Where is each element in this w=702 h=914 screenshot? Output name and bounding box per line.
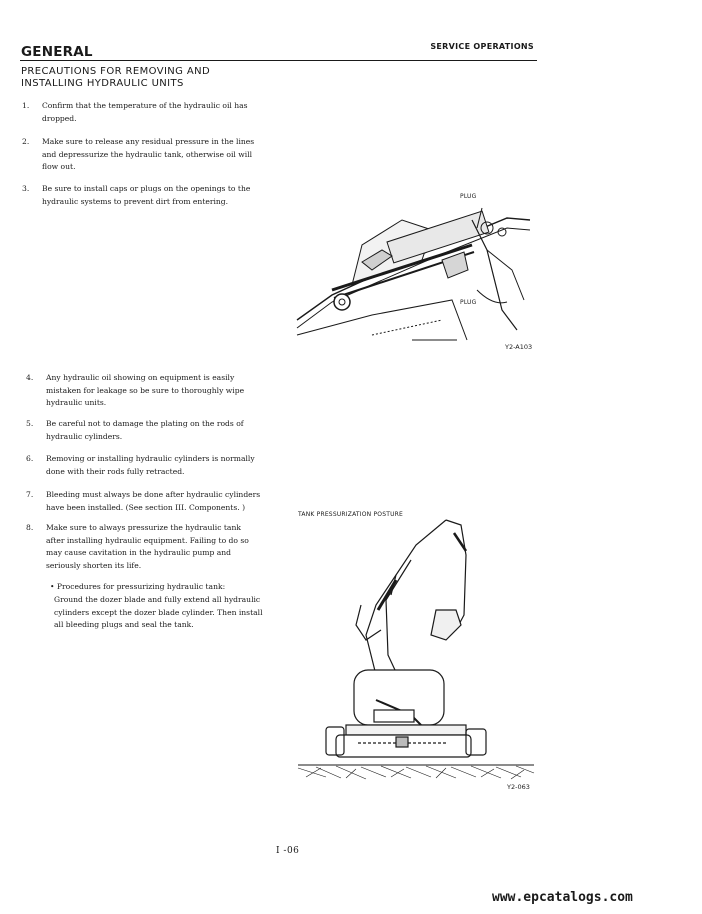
section-header: GENERAL <box>21 44 93 60</box>
item-number: 7. <box>26 490 34 499</box>
item-text: Any hydraulic oil showing on equipment is easily mistaken for leakage so be sure to thoroughly wipe hydraulic units. <box>46 373 245 408</box>
item-number: 6. <box>26 454 34 463</box>
figure-caption: TANK PRESSURIZATION POSTURE <box>298 511 404 518</box>
figure-code: Y2-063 <box>507 783 530 791</box>
section-title: PRECAUTIONS FOR REMOVING AND INSTALLING HYDRAULIC UNITS <box>21 66 211 89</box>
item-number: 4. <box>26 373 34 382</box>
item-number: 1. <box>22 101 30 110</box>
item-number: 5. <box>26 419 34 428</box>
item-text: Be careful not to damage the plating on the rods of hydraulic cylinders. <box>46 419 244 441</box>
excavator-illustration <box>296 515 536 790</box>
figure-plug-locations <box>292 190 542 355</box>
figure-code: Y2-A103 <box>505 343 533 351</box>
header-rule <box>20 60 537 61</box>
plug-label-bottom: PLUG <box>460 299 477 306</box>
page-number: I -06 <box>276 846 300 856</box>
item-text: Make sure to always pressurize the hydraulic tank after installing hydraulic equipment. Failing to do so may cause cavitation in the hydraulic pump and seriously shorten its life. <box>46 523 249 570</box>
item-number: 3. <box>22 184 30 193</box>
item-text: Bleeding must always be done after hydraulic cylinders have been installed. (See section III. Components. ) <box>46 490 261 512</box>
cylinder-illustration <box>292 190 542 355</box>
item-number: 8. <box>26 523 34 532</box>
subitem-text: Ground the dozer blade and fully extend all hydraulic cylinders except the dozer blade cylinder. Then install all bleeding plugs and seal the tank. <box>54 595 263 630</box>
item-text: Confirm that the temperature of the hydraulic oil has dropped. <box>42 101 248 123</box>
running-head: SERVICE OPERATIONS <box>430 42 534 51</box>
item-text: Be sure to install caps or plugs on the openings to the hydraulic systems to prevent dirt from entering. <box>42 184 251 206</box>
figure-excavator-posture <box>296 515 536 790</box>
item-text: Removing or installing hydraulic cylinders is normally done with their rods fully retracted. <box>46 454 255 476</box>
subitem-heading: • Procedures for pressurizing hydraulic tank: <box>50 582 226 591</box>
item-text: Make sure to release any residual pressure in the lines and depressurize the hydraulic tank, otherwise oil will flow out. <box>42 137 255 172</box>
watermark: www.epcatalogs.com <box>492 890 633 905</box>
item-number: 2. <box>22 137 30 146</box>
plug-label-top: PLUG <box>460 193 477 200</box>
